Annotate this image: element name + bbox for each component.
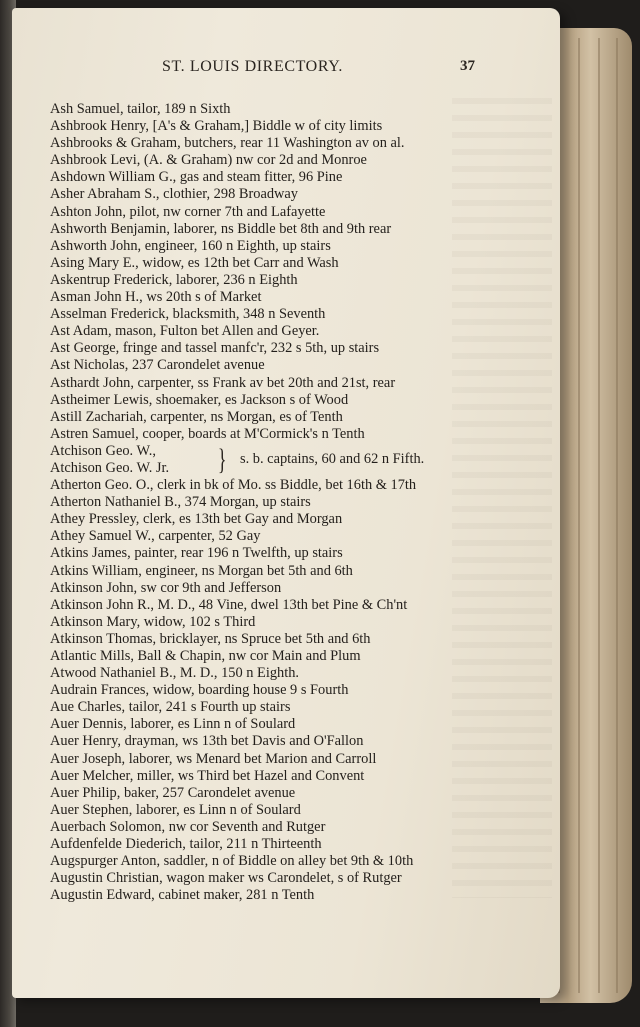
page-header — [12, 58, 560, 84]
bracketed-entry-group — [50, 443, 520, 477]
directory-entry: Augustin Edward, cabinet maker, 281 n Tenth — [50, 887, 315, 904]
directory-entry: Auer Henry, drayman, ws 13th bet Davis and O'Fallon — [50, 733, 364, 750]
page-number: 37 — [460, 58, 475, 74]
page-title: ST. LOUIS DIRECTORY. — [162, 58, 343, 75]
directory-entry: Ashbrook Henry, [A's & Graham,] Biddle w of city limits — [50, 118, 383, 135]
directory-entry: Ashton John, pilot, nw corner 7th and Lafayette — [50, 203, 326, 220]
brace-symbol: } — [217, 442, 227, 476]
directory-entry: Ashworth Benjamin, laborer, ns Biddle bet 8th and 9th rear — [50, 220, 392, 237]
directory-entry: Astren Samuel, cooper, boards at M'Cormick's n Tenth — [50, 425, 365, 442]
directory-entry: Augspurger Anton, saddler, n of Biddle on alley bet 9th & 10th — [50, 853, 414, 870]
directory-entry: Ashdown William G., gas and steam fitter, 96 Pine — [50, 169, 343, 186]
directory-entries — [50, 101, 520, 904]
directory-entry: Athey Samuel W., carpenter, 52 Gay — [50, 528, 261, 545]
directory-entry: Atkins James, painter, rear 196 n Twelfth, up stairs — [50, 545, 343, 562]
directory-entry: Asthardt John, carpenter, ss Frank av bet 20th and 21st, rear — [50, 374, 396, 391]
directory-entry: Atwood Nathaniel B., M. D., 150 n Eighth. — [50, 665, 300, 682]
directory-entry: Asman John H., ws 20th s of Market — [50, 289, 262, 306]
directory-entry: Atkinson Thomas, bricklayer, ns Spruce bet 5th and 6th — [50, 630, 371, 647]
directory-entry: Atkinson John R., M. D., 48 Vine, dwel 13th bet Pine & Ch'nt — [50, 596, 408, 613]
directory-entry: Ashbrook Levi, (A. & Graham) nw cor 2d and Monroe — [50, 152, 367, 169]
directory-entry: Augustin Christian, wagon maker ws Carondelet, s of Rutger — [50, 870, 402, 887]
directory-entry: Aue Charles, tailor, 241 s Fourth up stairs — [50, 699, 291, 716]
directory-entry: Auer Melcher, miller, ws Third bet Hazel and Convent — [50, 767, 365, 784]
directory-entry: Ashbrooks & Graham, butchers, rear 11 Washington av on al. — [50, 135, 405, 152]
directory-entry: Auer Dennis, laborer, es Linn n of Soulard — [50, 716, 296, 733]
directory-entry: Ash Samuel, tailor, 189 n Sixth — [50, 101, 231, 117]
bracketed-entry-name: Atchison Geo. W., — [50, 442, 156, 459]
directory-entry: Atlantic Mills, Ball & Chapin, nw cor Main and Plum — [50, 648, 361, 664]
directory-entry: Astheimer Lewis, shoemaker, es Jackson s of Wood — [50, 391, 349, 408]
directory-entry: Audrain Frances, widow, boarding house 9 s Fourth — [50, 682, 349, 699]
directory-entry: Aufdenfelde Diederich, tailor, 211 n Thirteenth — [50, 836, 322, 853]
directory-entry: Auer Stephen, laborer, es Linn n of Soulard — [50, 801, 301, 818]
bracketed-entry-name: Atchison Geo. W. Jr. — [50, 459, 170, 476]
directory-entry: Atherton Geo. O., clerk in bk of Mo. ss Biddle, bet 16th & 17th — [50, 477, 417, 494]
directory-entry: Auerbach Solomon, nw cor Seventh and Rutger — [50, 818, 326, 835]
directory-entry: Atkins William, engineer, ns Morgan bet 5th and 6th — [50, 562, 353, 579]
directory-entry: Atkinson Mary, widow, 102 s Third — [50, 613, 256, 630]
directory-entry: Asing Mary E., widow, es 12th bet Carr and Wash — [50, 254, 339, 271]
directory-entry: Ast Nicholas, 237 Carondelet avenue — [50, 357, 265, 374]
directory-page — [12, 8, 560, 998]
directory-entry: Atherton Nathaniel B., 374 Morgan, up stairs — [50, 494, 311, 511]
directory-entry: Ast Adam, mason, Fulton bet Allen and Geyer. — [50, 323, 320, 340]
bracketed-entry-details: s. b. captains, 60 and 62 n Fifth. — [240, 450, 425, 467]
directory-entry: Athey Pressley, clerk, es 13th bet Gay and Morgan — [50, 511, 343, 528]
directory-entry: Askentrup Frederick, laborer, 236 n Eighth — [50, 271, 298, 288]
directory-entry: Asher Abraham S., clothier, 298 Broadway — [50, 186, 299, 203]
directory-entry: Asselman Frederick, blacksmith, 348 n Seventh — [50, 306, 326, 323]
directory-entry: Astill Zachariah, carpenter, ns Morgan, es of Tenth — [50, 408, 343, 425]
directory-entry: Auer Philip, baker, 257 Carondelet avenue — [50, 784, 296, 801]
directory-entry: Auer Joseph, laborer, ws Menard bet Marion and Carroll — [50, 750, 377, 767]
directory-entry: Ast George, fringe and tassel manfc'r, 232 s 5th, up stairs — [50, 340, 380, 357]
directory-entry: Atkinson John, sw cor 9th and Jefferson — [50, 579, 282, 596]
directory-entry: Ashworth John, engineer, 160 n Eighth, up stairs — [50, 237, 331, 254]
